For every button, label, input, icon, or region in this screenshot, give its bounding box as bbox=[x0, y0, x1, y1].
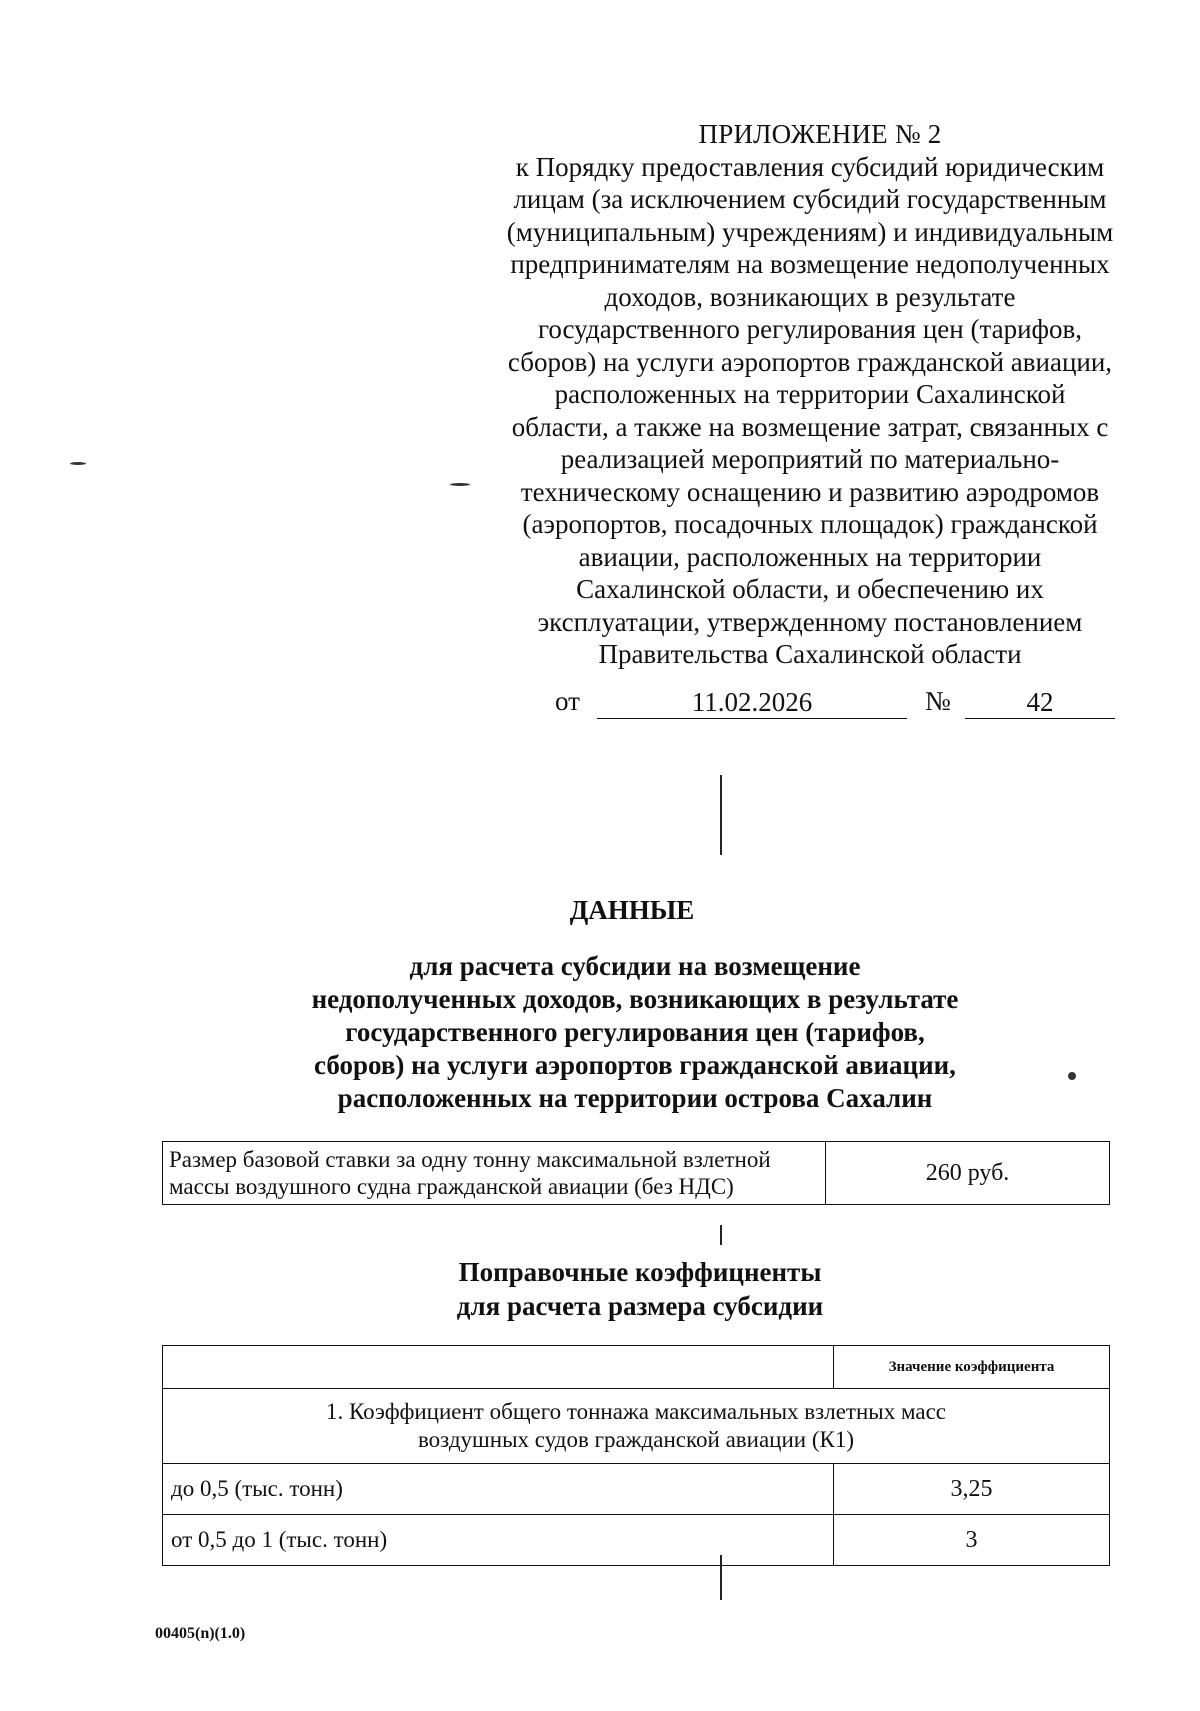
subtitle-line: для расчета субсидии на возмещение bbox=[409, 951, 861, 981]
section-label-line: 1. Коэффициент общего тоннажа максимальных взлетных масс bbox=[325, 1399, 946, 1424]
coefficients-title bbox=[320, 1255, 960, 1323]
appendix-line: сборов) на услуги аэропортов гражданской авиации, bbox=[507, 346, 1113, 377]
scan-artifact-line bbox=[720, 775, 722, 855]
appendix-line: авиации, расположенных на территории bbox=[578, 541, 1042, 572]
appendix-line: доходов, возникающих в результате bbox=[604, 281, 1016, 312]
appendix-line: предпринимателям на возмещение недополученных bbox=[510, 249, 1110, 279]
range-value-cell: 3,25 bbox=[834, 1464, 1110, 1515]
appendix-line: техническому оснащению и развитию аэродромов bbox=[520, 476, 1100, 507]
subtitle-line: расположенных на территории острова Сахалин bbox=[337, 1083, 933, 1113]
base-rate-value: 260 руб. bbox=[826, 1142, 1110, 1205]
scan-artifact-speck bbox=[450, 483, 470, 486]
appendix-line: (аэропортов, посадочных площадок) гражданской bbox=[522, 509, 1098, 539]
appendix-line: (муниципальным) учреждениям) и индивидуальным bbox=[506, 216, 1114, 247]
subtitle-line: недополученных доходов, возникающих в результате bbox=[311, 984, 959, 1014]
approval-number: 42 bbox=[965, 682, 1115, 719]
appendix-line: области, а также на возмещение затрат, связанных с bbox=[511, 411, 1109, 442]
appendix-line: государственного регулирования цен (тарифов, bbox=[537, 314, 1083, 344]
appendix-title: ПРИЛОЖЕНИЕ № 2 bbox=[698, 119, 942, 149]
table-header-row bbox=[163, 1346, 1110, 1389]
appendix-line: эксплуатации, утвержденному постановлением bbox=[537, 606, 1083, 637]
table-row bbox=[163, 1142, 1110, 1205]
form-code: 00405(n)(1.0) bbox=[155, 1625, 246, 1642]
appendix-block bbox=[470, 118, 1150, 671]
table-section-row bbox=[163, 1389, 1110, 1464]
table-row bbox=[163, 1464, 1110, 1515]
table-row bbox=[163, 1515, 1110, 1566]
section-label-line: воздушных судов гражданской авиации (К1) bbox=[417, 1427, 854, 1452]
page-title: ДАННЫЕ bbox=[569, 895, 695, 925]
base-rate-table bbox=[162, 1141, 1110, 1205]
range-label-cell: до 0,5 (тыс. тонн) bbox=[163, 1464, 834, 1515]
appendix-line: к Порядку предоставления субсидий юридическим bbox=[515, 151, 1105, 182]
approval-date: 11.02.2026 bbox=[597, 682, 907, 719]
subtitle-line: сборов) на услуги аэропортов гражданской авиации, bbox=[314, 1050, 956, 1080]
base-rate-label: Размер базовой ставки за одну тонну максимальной взлетной массы воздушного судна гражданской авиации (без НДС) bbox=[163, 1142, 826, 1205]
coefficients-title-line: Поправочные коэффицненты bbox=[458, 1257, 822, 1287]
header-empty-cell bbox=[163, 1346, 834, 1389]
range-value-cell: 3 bbox=[834, 1515, 1110, 1566]
scan-artifact-speck bbox=[70, 462, 86, 465]
date-prefix: от bbox=[555, 686, 580, 716]
subtitle-line: государственного регулирования цен (тарифов, bbox=[345, 1017, 925, 1047]
header-value-cell: Значение коэффициента bbox=[834, 1346, 1110, 1389]
range-label-cell: от 0,5 до 1 (тыс. тонн) bbox=[163, 1515, 834, 1566]
coefficients-table bbox=[162, 1345, 1110, 1566]
appendix-line: лицам (за исключением субсидий государственным bbox=[513, 184, 1107, 214]
page-subtitle bbox=[200, 950, 1070, 1115]
approval-date-number bbox=[555, 682, 1115, 722]
appendix-line: Сахалинской области, и обеспечению их bbox=[576, 574, 1044, 604]
section-label-cell bbox=[163, 1389, 1110, 1464]
number-label: № bbox=[925, 686, 951, 716]
appendix-line: реализацией мероприятий по материально- bbox=[560, 444, 1060, 474]
appendix-line: Правительства Сахалинской области bbox=[598, 639, 1022, 669]
scan-artifact-line bbox=[720, 1225, 722, 1245]
appendix-line: расположенных на территории Сахалинской bbox=[554, 379, 1066, 409]
coefficients-title-line: для расчета размера субсидии bbox=[456, 1291, 824, 1321]
